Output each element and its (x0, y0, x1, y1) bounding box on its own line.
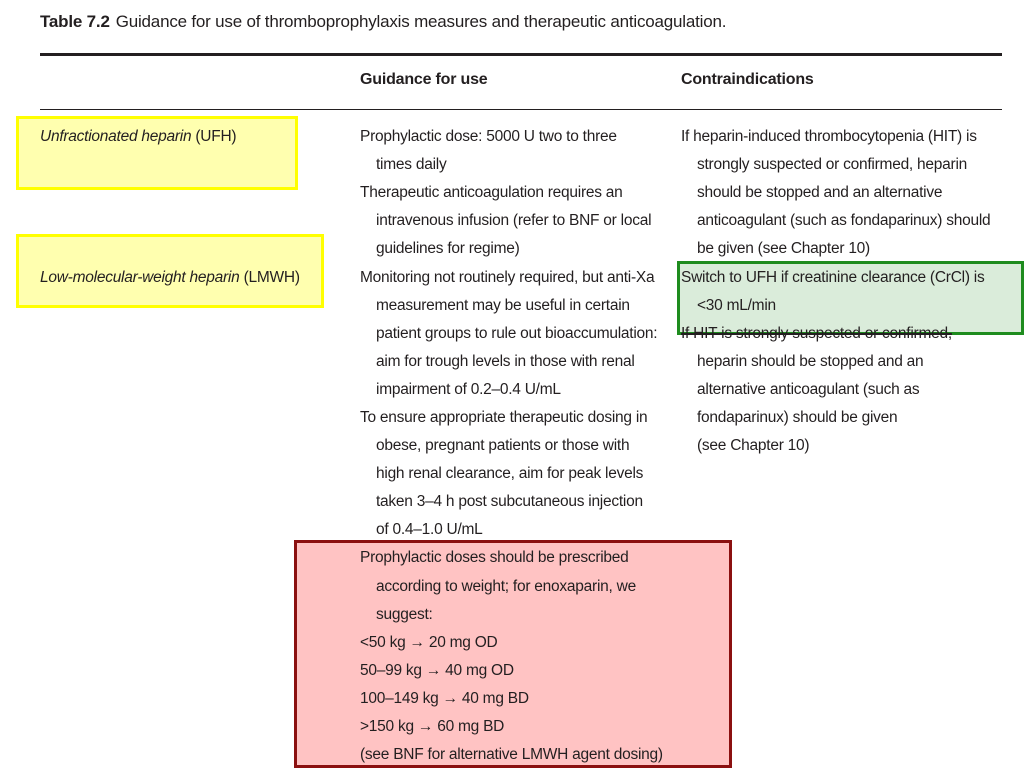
guidance-line: intravenous infusion (refer to BNF or local (376, 212, 652, 229)
contra-line: fondaparinux) should be given (697, 409, 898, 426)
contra-line: be given (see Chapter 10) (697, 240, 870, 257)
guidance-line: >150 kg → 60 mg BD (360, 718, 505, 735)
guidance-line: Prophylactic doses should be prescribed (360, 549, 629, 566)
guidance-column-header: Guidance for use (360, 71, 488, 88)
guidance-line: To ensure appropriate therapeutic dosing in (360, 409, 648, 426)
guidance-line: high renal clearance, aim for peak levels (376, 465, 644, 482)
contra-line: If heparin-induced thrombocytopenia (HIT) is (681, 128, 977, 145)
guidance-line: measurement may be useful in certain (376, 297, 630, 314)
contra-line: strongly suspected or confirmed, heparin (697, 156, 968, 173)
contra-line: <30 mL/min (697, 297, 776, 314)
guidance-line: 50–99 kg → 40 mg OD (360, 662, 514, 679)
guidance-line: aim for trough levels in those with renal (376, 353, 635, 370)
ufh-abbr: (UFH) (195, 128, 237, 145)
guidance-line: 100–149 kg → 40 mg BD (360, 690, 529, 707)
guidance-line: impairment of 0.2–0.4 U/mL (376, 381, 561, 398)
guidance-line: according to weight; for enoxaparin, we (376, 578, 636, 595)
table-caption (40, 12, 726, 32)
row-label-lmwh (40, 268, 300, 288)
guidance-line: Prophylactic dose: 5000 U two to three (360, 128, 617, 145)
contra-line: (see Chapter 10) (697, 437, 810, 454)
contra-line: should be stopped and an alternative (697, 184, 943, 201)
guidance-line: patient groups to rule out bioaccumulation: (376, 325, 658, 342)
guidance-line: obese, pregnant patients or those with (376, 437, 630, 454)
table-number: Table 7.2 (40, 12, 110, 31)
guidance-line: guidelines for regime) (376, 240, 520, 257)
guidance-line: suggest: (376, 606, 433, 623)
guidance-line: times daily (376, 156, 447, 173)
guidance-line: Monitoring not routinely required, but anti-Xa (360, 269, 655, 286)
contra-line: alternative anticoagulant (such as (697, 381, 920, 398)
ufh-name: Unfractionated heparin (40, 128, 192, 145)
row-label-ufh (40, 127, 236, 147)
lmwh-name: Low-molecular-weight heparin (40, 269, 240, 286)
guidance-line: of 0.4–1.0 U/mL (376, 521, 483, 538)
contra-line: heparin should be stopped and an (697, 353, 924, 370)
contraindications-column-header: Contraindications (681, 71, 814, 88)
guidance-line: <50 kg → 20 mg OD (360, 634, 498, 651)
header-rule (40, 109, 1002, 110)
contra-line: anticoagulant (such as fondaparinux) should (697, 212, 991, 229)
contra-line: Switch to UFH if creatinine clearance (CrCl) is (681, 269, 985, 286)
table-title: Guidance for use of thromboprophylaxis measures and therapeutic anticoagulation. (115, 12, 727, 31)
guidance-line: (see BNF for alternative LMWH agent dosing) (360, 746, 663, 763)
lmwh-abbr: (LMWH) (243, 269, 300, 286)
guidance-line: Therapeutic anticoagulation requires an (360, 184, 623, 201)
top-rule (40, 53, 1002, 56)
guidance-line: taken 3–4 h post subcutaneous injection (376, 493, 643, 510)
contra-line-struck: If HIT is strongly suspected or confirmed, (681, 325, 952, 342)
